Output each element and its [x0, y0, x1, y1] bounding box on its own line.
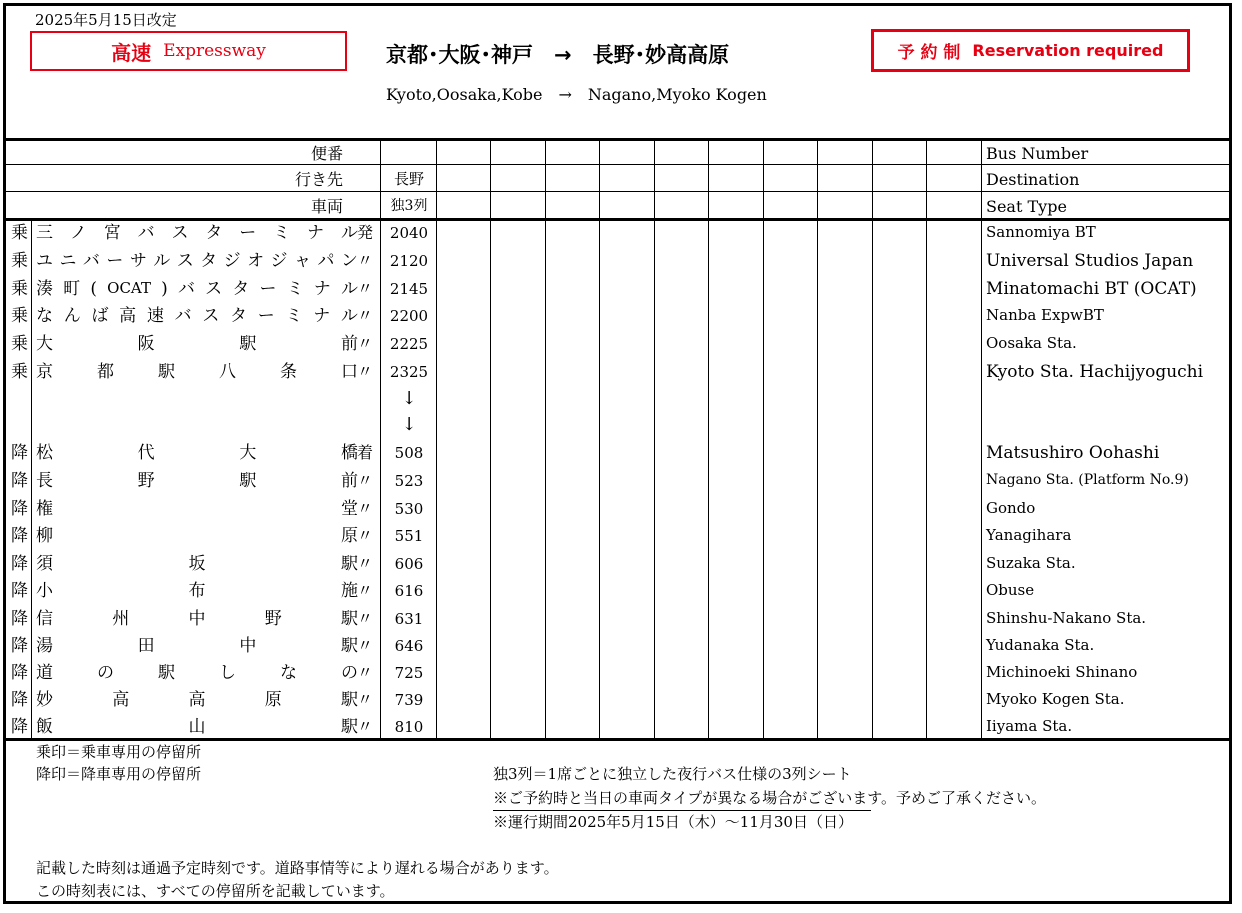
stop-name-char: 駅 [341, 554, 358, 574]
stop-name-en: Oosaka Sta. [986, 334, 1077, 352]
stop-name-char: 駅 [158, 663, 175, 683]
legend-alighting: 降印＝降車専用の停留所 [36, 765, 202, 783]
stop-name-char: 代 [137, 443, 155, 463]
stop-name [36, 501, 358, 518]
stop-type-mark: 降 [11, 526, 28, 546]
stop-name [36, 253, 358, 270]
stop-name-en: Minatomachi BT (OCAT) [986, 279, 1197, 299]
stop-name-en: Nagano Sta. (Platform No.9) [986, 472, 1189, 488]
reservation-jp: 予 約 制 [897, 43, 961, 63]
stop-name-char: 八 [219, 362, 236, 382]
down-arrow-icon: ↓ [401, 388, 417, 409]
stop-suffix: 〃 [357, 717, 374, 736]
stop-name-char: ジ [270, 251, 288, 271]
destination-label-en: Destination [986, 170, 1080, 189]
stop-name-char: ば [91, 306, 109, 326]
stop-name-char: 口 [341, 362, 358, 382]
stop-suffix: 着 [357, 443, 374, 462]
stop-time: 725 [394, 664, 424, 682]
stop-type-mark: 乗 [11, 251, 28, 271]
stop-name [36, 583, 358, 600]
stop-time: 739 [394, 691, 424, 709]
vehicle-type-note: ※ご予約時と当日の車両タイプが異なる場合がございます。予めご了承ください。 [493, 789, 1047, 807]
stop-name-char: 駅 [158, 362, 175, 382]
stop-type-mark: 降 [11, 663, 28, 683]
underline [493, 810, 871, 811]
stop-suffix: 〃 [357, 499, 374, 518]
stop-name [36, 336, 358, 353]
stop-name [36, 473, 358, 490]
stop-name-char: ミ [286, 279, 304, 299]
stop-type-mark: 乗 [11, 279, 28, 299]
bus-number-label-jp: 便番 [310, 144, 343, 163]
stop-name [36, 719, 358, 736]
stop-suffix: 〃 [357, 554, 374, 573]
stop-name-char: 阪 [137, 334, 155, 354]
column-line [763, 141, 764, 738]
stop-time: 530 [394, 500, 424, 518]
stop-name-char: ユ [36, 251, 53, 271]
bus-number-label-en: Bus Number [986, 144, 1089, 163]
stop-name-char: の [97, 663, 114, 683]
stop-name-char: 駅 [341, 609, 358, 629]
stop-name-char: ス [176, 251, 194, 271]
stop-name-char: ル [340, 306, 358, 326]
column-line [490, 141, 491, 738]
stop-name-char: 原 [341, 526, 358, 546]
stop-name-char: 京 [36, 362, 53, 382]
stop-name-char: 松 [36, 443, 53, 463]
stop-name-en: Obuse [986, 581, 1035, 599]
stop-name-char: 前 [340, 471, 358, 491]
stop-type-mark: 乗 [11, 223, 28, 243]
seat-type-label-jp: 車両 [310, 197, 343, 216]
stop-name [36, 556, 358, 573]
stop-name [36, 611, 358, 628]
stop-name [36, 665, 358, 682]
stop-time: 810 [394, 718, 424, 736]
column-line [380, 141, 381, 738]
stop-name-char: ー [239, 223, 257, 243]
stop-type-mark: 降 [11, 690, 28, 710]
column-line [436, 141, 437, 738]
column-line [872, 141, 873, 738]
stop-name-char: ノ [69, 223, 87, 243]
stop-name-char: 条 [280, 362, 297, 382]
stop-name-char: 飯 [36, 717, 53, 737]
stop-name-char: な [280, 663, 297, 683]
seat-type-note: 独3列＝1席ごとに独立した夜行バス仕様の3列シート [493, 765, 852, 783]
stop-name-char: OCAT [107, 279, 151, 297]
stop-suffix: 〃 [357, 306, 374, 325]
stop-name-char: ニ [59, 251, 77, 271]
stop-name-char: 湯 [36, 636, 53, 656]
down-arrow-icon: ↓ [401, 414, 417, 435]
stop-name-char: タ [205, 223, 223, 243]
stop-suffix: 〃 [357, 636, 374, 655]
stop-name-char: し [219, 663, 236, 683]
stop-time: 2120 [389, 252, 429, 270]
destination-value: 長野 [393, 170, 424, 188]
row-divider [6, 164, 1229, 165]
route-title-jp: 京都･大阪･神戸 → 長野･妙高高原 [386, 43, 730, 67]
stop-type-mark: 降 [11, 609, 28, 629]
stop-name-char: 宮 [103, 223, 121, 243]
stop-suffix: 〃 [357, 362, 374, 381]
seat-type-value: 独3列 [390, 198, 428, 214]
stop-name-char: パ [317, 251, 335, 271]
destination-label-jp: 行き先 [294, 170, 343, 189]
stop-name-char: タ [200, 251, 218, 271]
stop-name-char: ) [161, 279, 168, 299]
stop-name-char: 大 [239, 443, 257, 463]
stop-name-char: ー [259, 279, 277, 299]
stop-name-char: 須 [36, 554, 53, 574]
stop-suffix: 〃 [357, 279, 374, 298]
stop-name-char: タ [230, 306, 248, 326]
stop-name-char: 三 [36, 223, 53, 243]
stop-name-char: 原 [264, 690, 282, 710]
stop-name-char: 布 [188, 581, 206, 601]
stop-type-mark: 降 [11, 636, 28, 656]
stop-type-mark: 降 [11, 443, 28, 463]
operation-period-note: ※運行期間2025年5月15日（木）～11月30日（日） [493, 813, 853, 831]
table-bottom-border [6, 738, 1229, 741]
stop-name-char: タ [232, 279, 250, 299]
stop-name-char: バ [82, 251, 100, 271]
stop-name [36, 308, 358, 325]
column-line [926, 141, 927, 738]
stop-name-char: ー [257, 306, 275, 326]
stop-name-char: 中 [239, 636, 257, 656]
stop-name-char: 施 [341, 581, 358, 601]
stop-type-mark: 乗 [11, 306, 28, 326]
stop-name-char: ス [205, 279, 223, 299]
stop-name-char: 駅 [340, 636, 358, 656]
stop-name-char: 速 [146, 306, 164, 326]
stop-name-char: 山 [188, 717, 206, 737]
stop-name-char: ル [340, 223, 358, 243]
stop-name-en: Iiyama Sta. [986, 717, 1073, 735]
stop-name-char: ル [340, 279, 358, 299]
stop-name-char: ミ [273, 223, 291, 243]
stop-name [36, 528, 358, 545]
route-title-en: Kyoto,Oosaka,Kobe → Nagano,Myoko Kogen [386, 85, 767, 104]
stop-name-en: Yudanaka Sta. [986, 636, 1095, 654]
stop-name-en: Suzaka Sta. [986, 554, 1076, 572]
seat-type-label-en: Seat Type [986, 197, 1067, 216]
stop-suffix: 発 [357, 223, 374, 242]
stop-time: 2325 [389, 363, 429, 381]
stop-name-char: 高 [188, 690, 206, 710]
stop-name-en: Sannomiya BT [986, 223, 1096, 241]
stop-name-en: Gondo [986, 499, 1036, 517]
stop-time: 646 [394, 637, 424, 655]
stop-suffix: 〃 [357, 609, 374, 628]
stop-name-char: 町 [63, 279, 81, 299]
stop-name-char: ャ [293, 251, 311, 271]
stop-type-mark: 乗 [11, 362, 28, 382]
stop-name-char: バ [174, 306, 192, 326]
stop-name-char: ス [202, 306, 220, 326]
stop-name-char: 信 [36, 609, 53, 629]
stop-name-char: バ [137, 223, 155, 243]
stop-name-char: ナ [313, 279, 331, 299]
stop-name-en: Matsushiro Oohashi [986, 443, 1160, 463]
stop-name-char: 高 [119, 306, 137, 326]
stop-type-mark: 降 [11, 717, 28, 737]
stop-name-char: 野 [264, 609, 282, 629]
table-top-border [6, 138, 1229, 141]
stop-name-char: 高 [112, 690, 130, 710]
stop-name [36, 638, 358, 655]
column-line [545, 141, 546, 738]
revision-date: 2025年5月15日改定 [35, 11, 177, 29]
column-line [599, 141, 600, 738]
stop-time: 606 [394, 555, 424, 573]
stop-name-char: ス [171, 223, 189, 243]
table-head-border [6, 218, 1229, 221]
stop-name-char: 柳 [36, 526, 53, 546]
stop-name-char: ナ [307, 223, 324, 243]
stop-name-char: 堂 [341, 499, 358, 519]
stop-time: 2040 [389, 224, 429, 242]
stop-name-char: バ [177, 279, 195, 299]
stop-name [36, 281, 358, 298]
column-line [817, 141, 818, 738]
stop-name-char: 駅 [341, 717, 358, 737]
stop-name-char: 州 [112, 609, 130, 629]
stop-name-char: ジ [223, 251, 241, 271]
expressway-badge [30, 31, 347, 71]
stop-time: 551 [394, 527, 424, 545]
stop-name [36, 364, 358, 381]
stop-name-char: ン [340, 251, 358, 271]
stop-name-en: Michinoeki Shinano [986, 663, 1138, 681]
stop-name-en: Universal Studios Japan [986, 251, 1194, 271]
stop-name-char: 田 [137, 636, 155, 656]
stop-name-char: 権 [36, 499, 53, 519]
stop-name-char: 妙 [36, 690, 53, 710]
stop-type-mark: 降 [11, 581, 28, 601]
stop-time: 2200 [389, 307, 429, 325]
stop-name-char: オ [247, 251, 265, 271]
stop-type-mark: 降 [11, 554, 28, 574]
timing-note: 記載した時刻は通過予定時刻です。道路事情等により遅れる場合があります。 [36, 859, 559, 877]
stop-name-char: 橋 [340, 443, 358, 463]
stop-type-mark: 降 [11, 499, 28, 519]
stop-name-char: ミ [285, 306, 303, 326]
all-stops-note: この時刻表には、すべての停留所を記載しています。 [36, 882, 395, 900]
expressway-jp: 高速 [111, 40, 152, 65]
stop-suffix: 〃 [357, 334, 374, 353]
stop-suffix: 〃 [357, 471, 374, 490]
stop-time: 616 [394, 582, 424, 600]
stop-name-char: 長 [36, 471, 53, 491]
stop-name-char: サ [129, 251, 147, 271]
stop-type-mark: 乗 [11, 334, 28, 354]
expressway-en: Expressway [163, 41, 266, 61]
stop-name-char: 小 [36, 581, 53, 601]
stop-type-mark: 降 [11, 471, 28, 491]
stop-name-en: Myoko Kogen Sta. [986, 690, 1125, 708]
mark-column-line [31, 221, 32, 738]
stop-name-en: Kyoto Sta. Hachijyoguchi [986, 362, 1204, 382]
stop-name-en: Nanba ExpwBT [986, 306, 1104, 324]
stop-time: 523 [394, 472, 424, 490]
column-line [981, 141, 982, 738]
stop-name-char: ナ [313, 306, 331, 326]
stop-name-char: な [36, 306, 53, 326]
row-divider [6, 191, 1229, 192]
column-line [654, 141, 655, 738]
stop-name-char: 湊 [36, 279, 53, 299]
stop-time: 2145 [389, 280, 429, 298]
stop-name-char: 駅 [239, 471, 257, 491]
stop-name-char: 前 [340, 334, 358, 354]
stop-time: 508 [394, 444, 424, 462]
stop-suffix: 〃 [357, 581, 374, 600]
column-line [708, 141, 709, 738]
stop-name-char: 中 [188, 609, 206, 629]
stop-name-char: 坂 [188, 554, 206, 574]
stop-name-char: 駅 [239, 334, 257, 354]
legend-boarding: 乗印＝乗車専用の停留所 [36, 743, 202, 761]
stop-name [36, 692, 358, 709]
stop-name-char: ー [106, 251, 124, 271]
stop-name [36, 225, 358, 242]
stop-suffix: 〃 [357, 251, 374, 270]
stop-suffix: 〃 [357, 526, 374, 545]
stop-name-char: 駅 [341, 690, 358, 710]
stop-suffix: 〃 [357, 663, 374, 682]
stop-time: 631 [394, 610, 424, 628]
stop-name-char: ( [90, 279, 97, 299]
stop-time: 2225 [389, 335, 429, 353]
reservation-en: Reservation required [972, 41, 1164, 60]
stop-name-char: ん [63, 306, 81, 326]
stop-name-char: ル [153, 251, 171, 271]
stop-name-en: Shinshu-Nakano Sta. [986, 609, 1147, 627]
stop-name-char: 都 [97, 362, 114, 382]
stop-name-char: の [341, 663, 358, 683]
stop-name [36, 445, 358, 462]
reservation-badge [871, 29, 1190, 72]
stop-name-char: 大 [36, 334, 53, 354]
stop-name-char: 道 [36, 663, 53, 683]
stop-name-en: Yanagihara [986, 526, 1072, 544]
stop-name-char: 野 [137, 471, 155, 491]
stop-suffix: 〃 [357, 690, 374, 709]
